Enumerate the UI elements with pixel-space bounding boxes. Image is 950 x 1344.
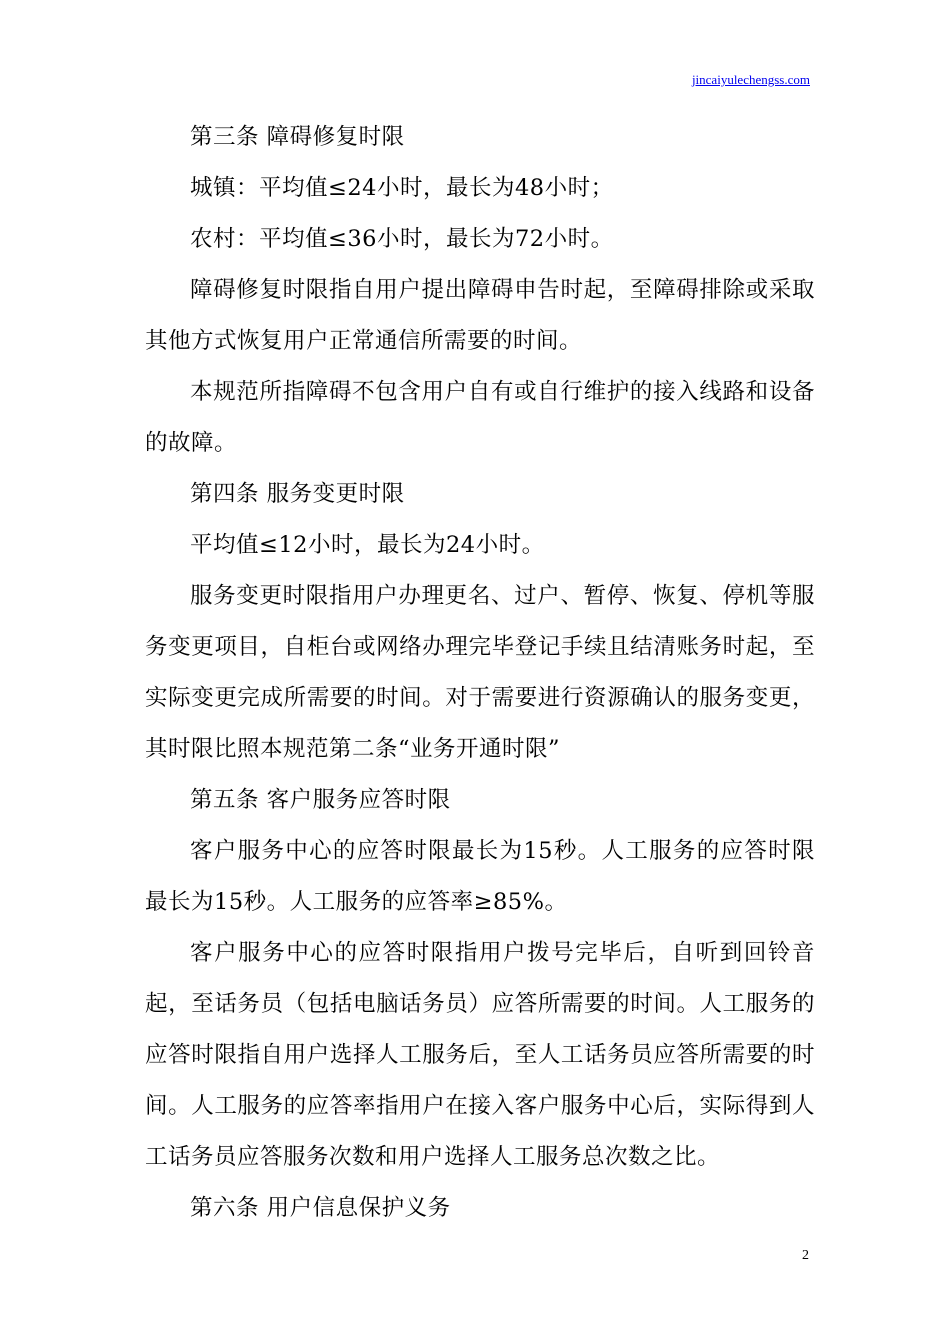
article-heading-3: 第三条 障碍修复时限: [190, 124, 405, 150]
page-number: 2: [802, 1248, 809, 1263]
paragraph-change-limit: 平均值≤12小时，最长为24小时。: [190, 532, 545, 558]
article-heading-6: 第六条 用户信息保护义务: [190, 1195, 451, 1221]
article-heading-4: 第四条 服务变更时限: [190, 481, 405, 507]
header-website-link[interactable]: jincaiyulechengss.com: [691, 72, 810, 87]
paragraph-urban-limit: 城镇：平均值≤24小时，最长为48小时；: [190, 175, 614, 201]
paragraph-fault-exclusion: 本规范所指障碍不包含用户自有或自行维护的接入线路和设备的故障。: [145, 379, 815, 456]
paragraph-answer-limit: 客户服务中心的应答时限最长为15秒。人工服务的应答时限最长为15秒。人工服务的应答率≥85%。: [145, 838, 815, 915]
paragraph-change-definition: 服务变更时限指用户办理更名、过户、暂停、恢复、停机等服务变更项目，自柜台或网络办理完毕登记手续且结清账务时起，至实际变更完成所需要的时间。对于需要进行资源确认的服务变更，其时限比照本规范第二条“业务开通时限”: [145, 583, 815, 762]
paragraph-answer-definition: 客户服务中心的应答时限指用户拨号完毕后，自听到回铃音起，至话务员（包括电脑话务员）应答所需要的时间。人工服务的应答时限指自用户选择人工服务后，至人工话务员应答所需要的时间。人工服务的应答率指用户在接入客户服务中心后，实际得到人工话务员应答服务次数和用户选择人工服务总次数之比。: [145, 940, 815, 1170]
document-body: [145, 112, 815, 1234]
article-heading-5: 第五条 客户服务应答时限: [190, 787, 451, 813]
paragraph-rural-limit: 农村：平均值≤36小时，最长为72小时。: [190, 226, 614, 252]
paragraph-repair-definition: 障碍修复时限指自用户提出障碍申告时起，至障碍排除或采取其他方式恢复用户正常通信所需要的时间。: [145, 277, 815, 354]
